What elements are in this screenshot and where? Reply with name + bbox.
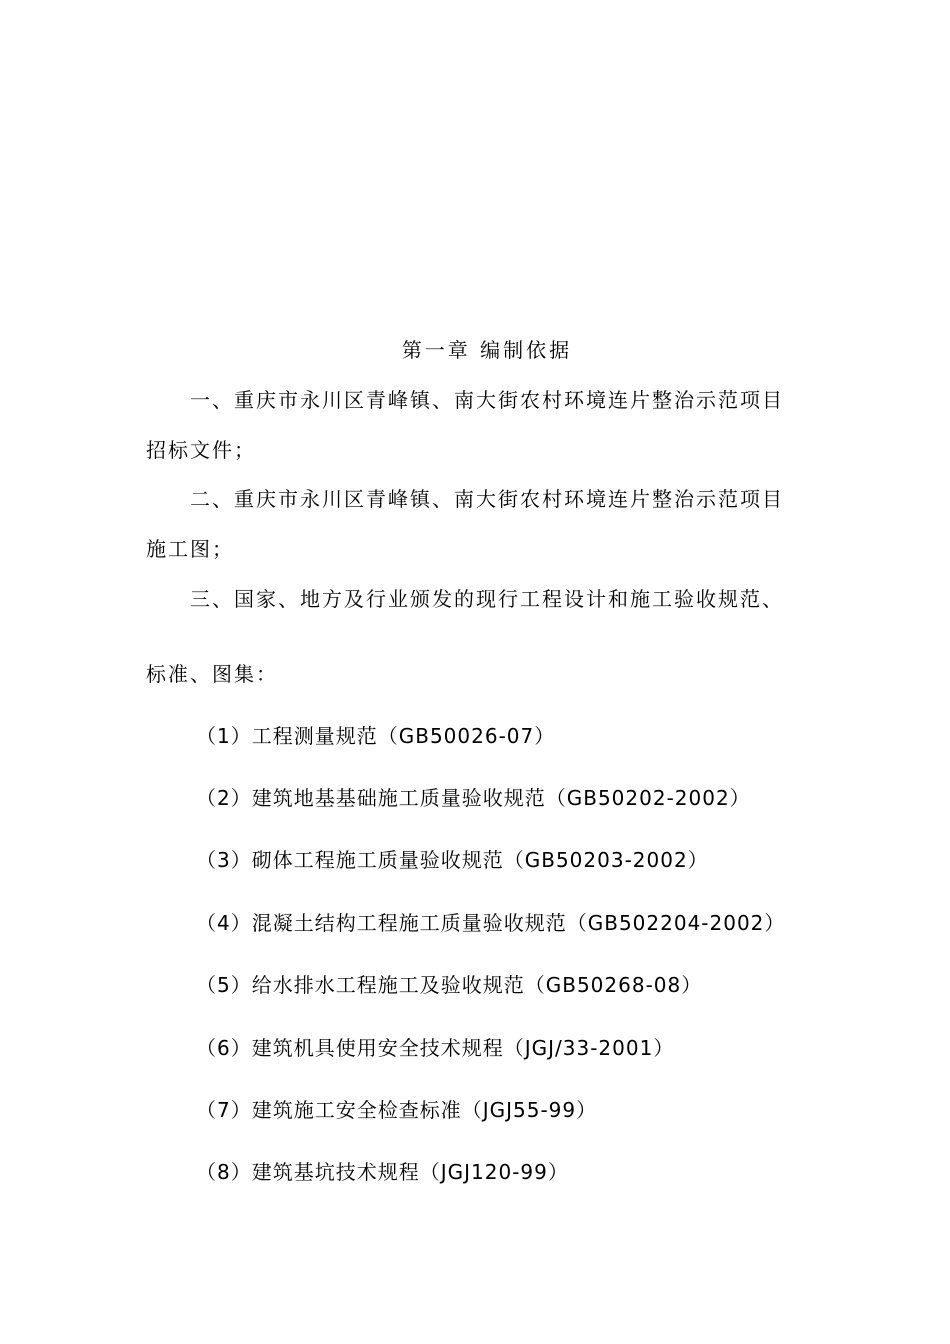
chapter-title: 第一章 编制依据 xyxy=(401,338,573,362)
standard-item-5: （5）给水排水工程施工及验收规范（GB50268-08） xyxy=(196,973,703,997)
paragraph-2-line-1: 二、重庆市永川区青峰镇、南大街农村环境连片整治示范项目 xyxy=(190,487,784,511)
paragraph-1-line-2: 招标文件； xyxy=(146,438,256,462)
paragraph-1-line-1: 一、重庆市永川区青峰镇、南大街农村环境连片整治示范项目 xyxy=(190,388,784,412)
standard-item-6: （6）建筑机具使用安全技术规程（JGJ/33-2001） xyxy=(196,1036,675,1060)
standard-item-4: （4）混凝土结构工程施工质量验收规范（GB502204-2002） xyxy=(196,911,786,935)
standard-item-7: （7）建筑施工安全检查标准（JGJ55-99） xyxy=(196,1098,598,1122)
paragraph-3-line-1: 三、国家、地方及行业颁发的现行工程设计和施工验收规范、 xyxy=(190,587,784,611)
paragraph-3-line-2: 标准、图集： xyxy=(146,662,278,686)
standard-item-8: （8）建筑基坑技术规程（JGJ120-99） xyxy=(196,1160,569,1184)
paragraph-2-line-2: 施工图； xyxy=(146,537,234,561)
standard-item-3: （3）砌体工程施工质量验收规范（GB50203-2002） xyxy=(196,848,709,872)
standard-item-2: （2）建筑地基基础施工质量验收规范（GB50202-2002） xyxy=(196,786,751,810)
standard-item-1: （1）工程测量规范（GB50026-07） xyxy=(196,724,556,748)
